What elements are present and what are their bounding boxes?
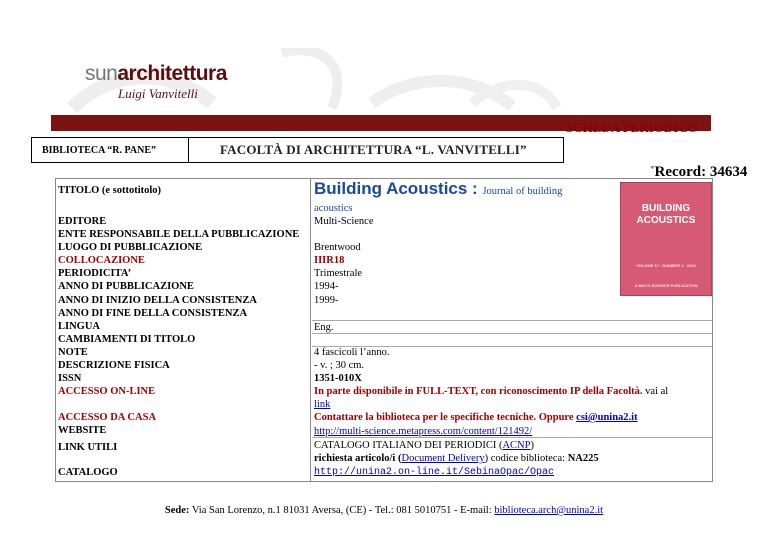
record-asterisk: * [650,164,655,174]
value-accesso-online [314,386,668,397]
logo-signature: Luigi Vanvitelli [118,86,198,101]
label-periodicita: PERIODICITA’ [58,268,132,279]
value-issn: 1351-010X [314,373,362,384]
title-subtitle-cont: acoustics [314,203,353,214]
richiesta-text: richiesta articolo/i ( [314,453,402,464]
value-descrizione: - v. ; 30 cm. [314,360,365,371]
journal-cover-image [620,182,712,296]
accesso-online-text: In parte disponibile in FULL-TEXT, con riconoscimento IP della Facoltà. [314,386,643,397]
record-text: Record: 34634 [654,164,748,180]
accesso-online-vai: vai al [642,386,669,397]
label-anno-pubblicazione: ANNO DI PUBBLICAZIONE [58,281,194,292]
csi-email-link[interactable]: csi@unina2.it [576,412,638,423]
website-link[interactable]: http://multi-science.metapress.com/content/121492/ [314,426,533,437]
label-anno-inizio: ANNO DI INIZIO DELLA CONSISTENZA [58,295,257,306]
label-collocazione: COLLOCAZIONE [58,255,145,266]
value-accesso-online-link-row [314,399,330,410]
value-link-utili [314,440,534,451]
page-title: SCHEDA PERIODICO [566,120,698,135]
catalogo-link[interactable]: http://unina2.on-line.it/SebinaOpac/Opac [314,467,555,478]
label-luogo: LUOGO DI PUBBLICAZIONE [58,242,203,253]
footer-address: Via San Lorenzo, n.1 81031 Aversa, (CE) - Tel.: 081 5010751 - E-mail: [189,505,495,516]
document-delivery-link[interactable]: Document Delivery [401,453,485,464]
accesso-online-link[interactable]: link [314,399,331,410]
footer [0,505,768,516]
label-catalogo: CATALOGO [58,467,118,478]
value-collocazione: IIIR18 [314,255,345,266]
label-anno-fine: ANNO DI FINE DELLA CONSISTENZA [58,308,248,319]
label-accesso-online: ACCESSO ON-LINE [58,386,156,397]
label-note: NOTE [58,347,88,358]
label-cambiamenti: CAMBIAMENTI DI TITOLO [58,334,196,345]
journal-title [314,179,562,199]
label-website: WEBSITE [58,425,107,436]
logo-main: architettura [117,62,227,85]
value-anno-pubblicazione: 1994- [314,281,339,292]
value-periodicita: Trimestrale [314,268,363,279]
label-accesso-casa: ACCESSO DA CASA [58,412,157,423]
richiesta-code-label: ) codice biblioteca: [484,453,568,464]
footer-email-link[interactable]: biblioteca.arch@unina2.it [494,505,604,516]
value-website-row [314,426,532,437]
label-editore: EDITORE [58,216,107,227]
labels-column [56,179,311,481]
title-subtitle: Journal of building [482,186,563,197]
link-utili-close: ) [530,440,534,451]
cover-title-1: BUILDING [641,203,691,214]
record-table [55,178,713,482]
biblioteca-label: BIBLIOTECA “R. PANE” [32,138,189,162]
value-accesso-casa [314,412,638,423]
label-ente: ENTE RESPONSABILE DELLA PUBBLICAZIONE [58,229,300,240]
value-lingua: Eng. [314,322,334,333]
value-editore: Multi-Science [314,216,374,227]
label-descrizione: DESCRIZIONE FISICA [58,360,170,371]
link-utili-text: CATALOGO ITALIANO DEI PERIODICI ( [314,440,503,451]
accesso-casa-text: Contattare la biblioteca per le specifiche tecniche. Oppure [314,412,577,423]
title-main-text: Building Acoustics : [314,179,483,198]
value-luogo: Brentwood [314,242,361,253]
label-link-utili: LINK UTILI [58,442,118,453]
value-anno-inizio: 1999- [314,295,339,306]
value-catalogo-row [314,466,554,478]
value-richiesta [314,453,599,464]
cover-publisher: A MULTI-SCIENCE PUBLICATION [634,283,698,288]
facolta-label: FACOLTÀ DI ARCHITETTURA “L. VANVITELLI” [220,142,527,157]
cover-title-2: ACOUSTICS [636,215,696,226]
cover-volume: VOLUME 17 · NUMBER 1 · 2010 [636,263,696,268]
label-titolo: TITOLO (e sottotitolo) [58,185,162,196]
logo [85,62,227,86]
richiesta-code: NA225 [567,453,599,464]
label-lingua: LINGUA [58,321,101,332]
footer-sede-label: Sede: [164,505,190,516]
header-box [31,137,564,163]
value-note: 4 fascicoli l’anno. [314,347,390,358]
logo-prefix: sun [85,62,118,85]
acnp-link[interactable]: ACNP [502,440,531,451]
label-issn: ISSN [58,373,82,384]
